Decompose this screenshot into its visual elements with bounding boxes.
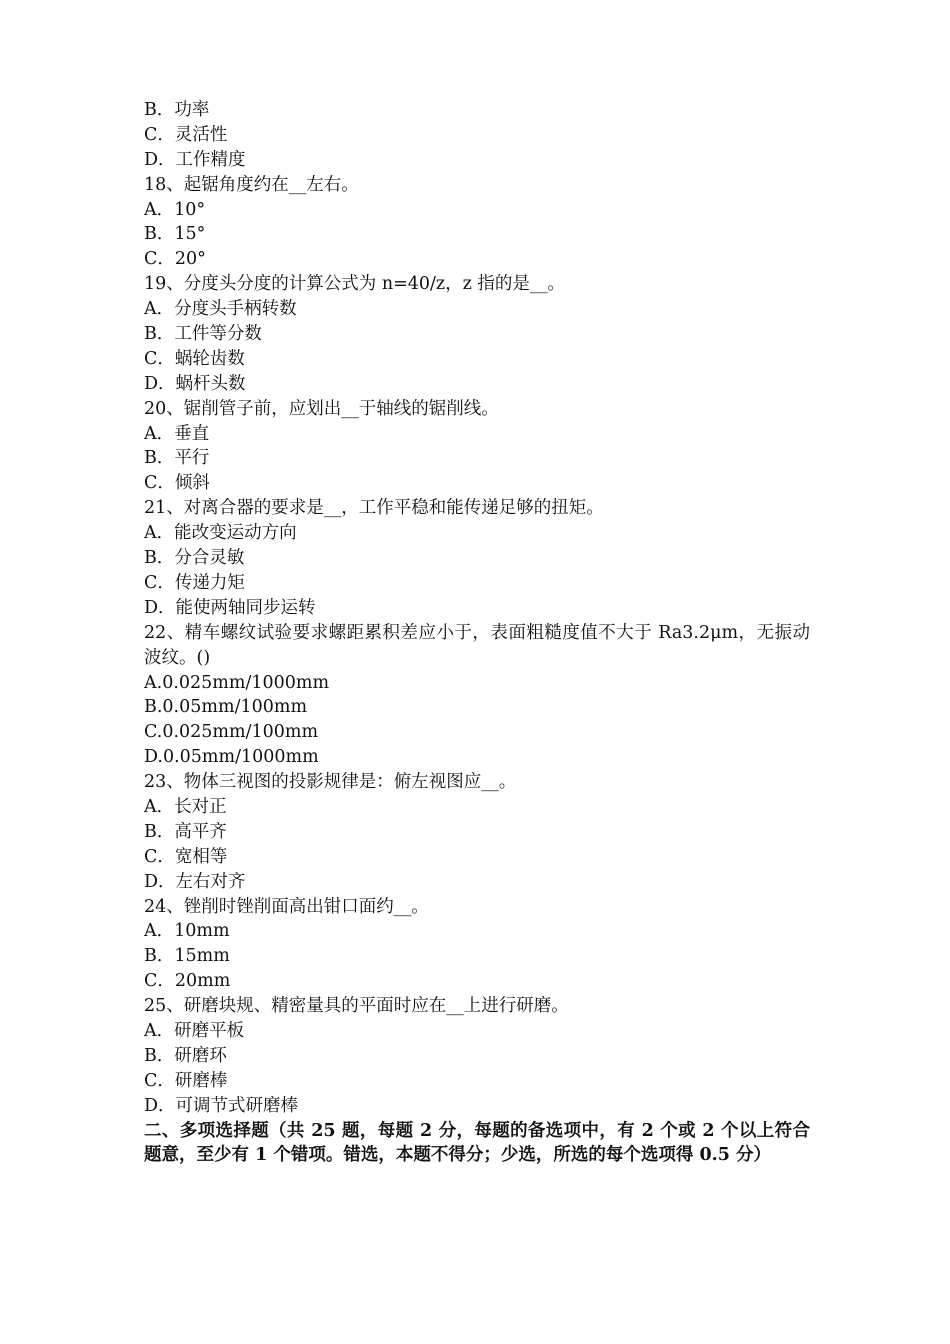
option-line: D.0.05mm/1000mm xyxy=(144,747,319,768)
question-21: 21、对离合器的要求是__，工作平稳和能传递足够的扭矩。 xyxy=(144,498,604,519)
option-line: C．传递力矩 xyxy=(144,572,245,593)
option-line: B．功率 xyxy=(144,100,210,120)
question-18: 18、起锯角度约在__左右。 xyxy=(144,174,359,195)
option-line: C．20mm xyxy=(144,971,231,992)
question-19: 19、分度头分度的计算公式为 n=40/z，z 指的是__。 xyxy=(144,274,565,295)
option-line: A．10° xyxy=(144,199,206,220)
option-line: B.0.05mm/100mm xyxy=(144,697,308,718)
question-20: 20、锯削管子前，应划出__于轴线的锯削线。 xyxy=(144,398,499,419)
option-line: C．倾斜 xyxy=(144,473,210,494)
option-line: C．20° xyxy=(144,249,206,270)
option-line: A．分度头手柄转数 xyxy=(144,299,297,320)
option-line: B．15mm xyxy=(144,946,230,967)
option-line: A.0.025mm/1000mm xyxy=(144,672,330,693)
document-page xyxy=(144,98,810,1168)
option-line: C．蜗轮齿数 xyxy=(144,348,245,369)
question-23: 23、物体三视图的投影规律是：俯左视图应__。 xyxy=(144,772,517,793)
option-line: B．研磨环 xyxy=(144,1045,227,1066)
option-line: B．平行 xyxy=(144,448,210,469)
option-line: D．能使两轴同步运转 xyxy=(144,597,316,618)
question-25: 25、研磨块规、精密量具的平面时应在__上进行研磨。 xyxy=(144,996,569,1017)
option-line: B．高平齐 xyxy=(144,821,227,842)
option-line: A．10mm xyxy=(144,921,230,942)
option-line: C．灵活性 xyxy=(144,124,228,145)
option-line: C．宽相等 xyxy=(144,846,228,867)
question-24: 24、锉削时锉削面高出钳口面约__。 xyxy=(144,896,429,917)
option-line: D．蜗杆头数 xyxy=(144,373,246,394)
option-line: D．左右对齐 xyxy=(144,871,246,892)
option-line: A．能改变运动方向 xyxy=(144,523,297,544)
option-line: C.0.025mm/100mm xyxy=(144,722,319,743)
option-line: B．工件等分数 xyxy=(144,324,262,345)
question-22: 22、精车螺纹试验要求螺距累积差应小于，表面粗糙度值不大于 Ra3.2μm，无振动波纹。() xyxy=(144,622,810,668)
option-line: B．分合灵敏 xyxy=(144,548,245,569)
option-line: A．垂直 xyxy=(144,423,210,444)
option-line: D．可调节式研磨棒 xyxy=(144,1095,299,1116)
section-heading-multiple-choice: 二、多项选择题（共 25 题，每题 2 分，每题的备选项中，有 2 个或 2 个以上符合题意，至少有 1 个错项。错选，本题不得分；少选，所选的每个选项得 0.5 分） xyxy=(144,1120,810,1166)
option-line: A．长对正 xyxy=(144,796,227,817)
option-line: A．研磨平板 xyxy=(144,1020,245,1041)
option-line: C．研磨棒 xyxy=(144,1070,228,1091)
option-line: B．15° xyxy=(144,224,206,245)
option-line: D．工作精度 xyxy=(144,149,246,170)
